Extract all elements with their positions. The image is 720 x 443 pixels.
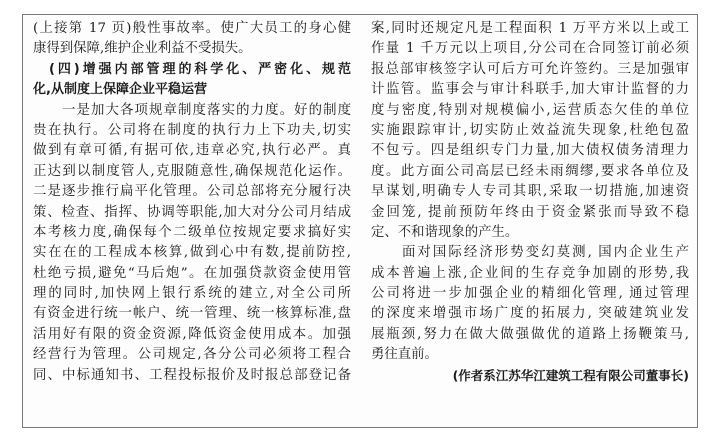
text-line: 勇往直前。 (371, 347, 438, 363)
text-line: 计监管。监事会与审计科联手,加大审计监督的力 (371, 82, 689, 98)
text-line: 经营行为管理。公司规定,各分公司必须将工程合 (33, 347, 351, 363)
text-line: 理的同时,加快网上银行系统的建立,对全公司所 (33, 286, 351, 302)
text-line: 做到有章可循,有据可依,违章必究,执行必严。真 (33, 143, 351, 159)
text-line: 度。此方面公司高层已经未雨绸缪,要求各单位及 (371, 163, 689, 179)
section-heading-line: (四)增强内部管理的科学化、严密化、规范 (33, 61, 351, 77)
text-line: 正达到以制度管人,克服随意性,确保规范化运作。 (33, 163, 351, 179)
text-line: 实施跟踪审计,切实防止效益流失现象,杜绝包盈 (371, 122, 689, 138)
section-heading-line: 化,从制度上保障企业平稳运营 (33, 82, 207, 98)
text-line: 早谋划,明确专人专司其职,采取一切措施,加速资 (371, 184, 689, 200)
text-line: 的深度来增强市场广度的拓展力, 突破建筑业发 (371, 306, 689, 322)
text-line: 案,同时还规定凡是工程面积 1 万平方米以上或工 (371, 21, 689, 36)
text-line: 金回笼, 提前预防年终由于资金紧张而导致不稳 (371, 204, 689, 220)
text-line: 公司将进一步加强企业的精细化管理, 通过管理 (371, 286, 689, 302)
text-line: 度与密度,特别对规模偏小,运营质态欠佳的单位 (371, 102, 689, 118)
text-line: 同、中标通知书、工程投标报价及时报总部登记备 (33, 367, 351, 383)
text-line: 不包亏。四是组织专门力量,加大债权债务清理力 (371, 143, 689, 159)
text-line: 成本普遍上涨,企业间的生存竞争加剧的形势,我 (371, 265, 689, 281)
text-line: 本考核力度,确保每个二级单位按规定要求搞好实 (33, 224, 351, 240)
text-line: 贵在执行。公司将在制度的执行力上下功夫,切实 (33, 122, 351, 138)
text-line: 康得到保障,维护企业利益不受损失。 (33, 41, 252, 57)
text-line: 二是逐步推行扁平化管理。公司总部将充分履行决 (33, 184, 351, 200)
text-line: 作量 1 千万元以上项目,分公司在合同签订前必须 (371, 41, 689, 57)
article-page (22, 14, 698, 428)
text-line: 有资金进行统一帐户、统一管理、统一核算标准,盘 (33, 306, 351, 322)
text-line: 活用好有限的资金资源,降低资金使用成本。加强 (33, 326, 351, 342)
text-line: 面对国际经济形势变幻莫测, 国内企业生产 (371, 245, 689, 261)
text-line: (上接第 17 页)般性事故率。使广大员工的身心健 (33, 21, 351, 36)
text-line: 展瓶颈,努力在做大做强做优的道路上扬鞭策马, (371, 326, 689, 342)
text-line: 杜绝亏损,避免“马后炮”。在加强贷款资金使用管 (33, 265, 351, 281)
right-column (371, 19, 689, 386)
text-line: 策、检查、指挥、协调等职能,加大对分公司月结成 (33, 204, 351, 220)
text-line: 一是加大各项规章制度落实的力度。好的制度 (33, 102, 351, 118)
left-column (33, 19, 351, 386)
text-line: 定、不和谐现象的产生。 (371, 224, 519, 240)
text-line: 报总部审核签字认可后方可允许签约。三是加强审 (371, 61, 689, 77)
author-byline: (作者系江苏华江建筑工程有限公司董事长) (452, 367, 689, 383)
text-line: 实在在的工程成本核算,做到心中有数,提前防控, (33, 245, 351, 261)
